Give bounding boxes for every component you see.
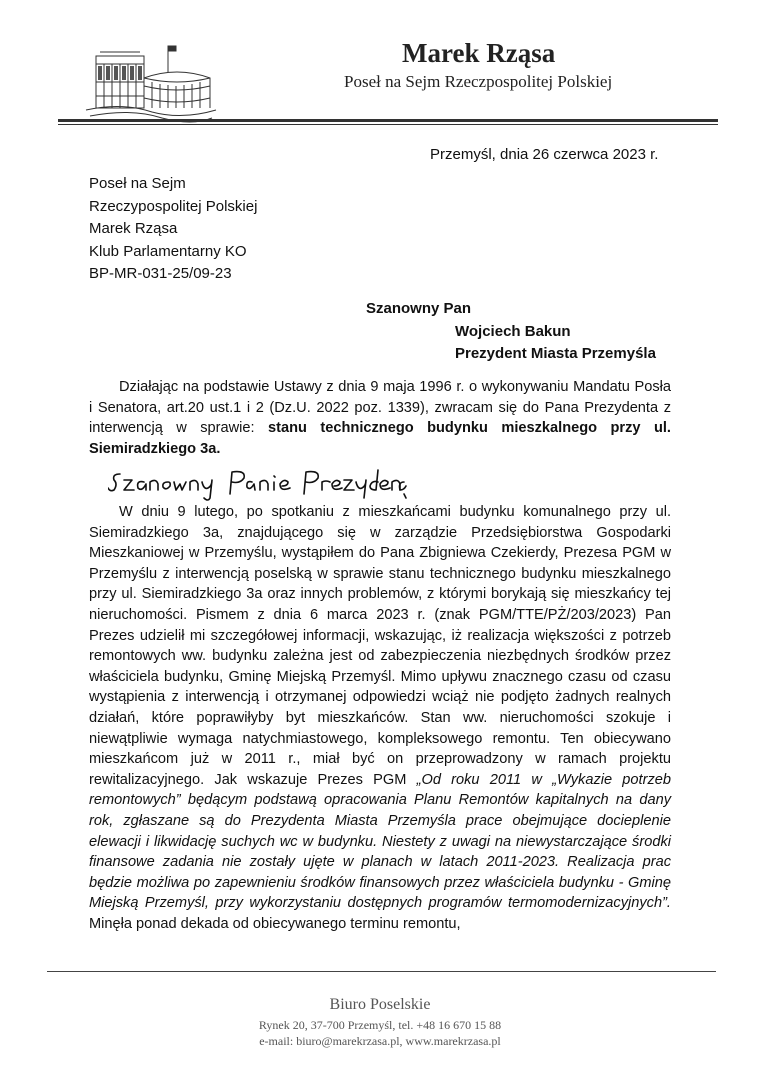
letterhead-name: Marek Rząsa: [402, 38, 556, 68]
sender-line: Marek Rząsa: [89, 220, 178, 238]
recipient-title: Prezydent Miasta Przemyśla: [455, 345, 656, 362]
subject-emphasis: stanu technicznego budynku mieszkalnego przy ul. Siemiradzkiego 3a.: [89, 420, 671, 457]
paragraph-text: W dniu 9 lutego, po spotkaniu z mieszkańcami budynku komunalnego przy ul. Siemiradzkiego 3a, znajdującego się w zarządzie Przedsiębiorstwa Gospodarki Mieszkaniowej w Przemyślu, wystąpiłem do Pana Zbigniewa Czekierdy, Prezesa PGM w Przemyślu z interwencją poselską w sprawie stanu technicznego budynku mieszkalnego przy ul. Siemiradzkiego 3a oraz innych problemów, z którymi borykają się mieszkańcy tej nieruchomości. Pismem z dnia 6 marca 2023 r. (znak PGM/TTE/PŻ/203/2023) Pan Prezes udzielił mi szczegółowej informacji, wskazując, iż realizacja większości z potrzeb remontowych ww. budynku zależna jest od zabezpieczenia niezbędnych środków przez właściciela budynku, Gminę Miejską Przemyśl. Mimo upływu znacznego czasu od czasu wystąpienia z interwencją i otrzymanej odpowiedzi wciąż nie podjęto żadnych realnych działań, które poprawiłyby byt mieszkańców. Stan ww. nieruchomości szokuje i niewątpliwie wymaga natychmiastowego, kompleksowego remontu. Ten obiecywano mieszkańcom już w 2011 r., miał być on przeprowadzony w ramach projektu rewitalizacyjnego. Jak wskazuje Prezes PGM: [89, 504, 671, 788]
handwritten-greeting: [108, 466, 408, 502]
footer-address: Rynek 20, 37-700 Przemyśl, tel. +48 16 670 15 88: [258, 1018, 502, 1032]
recipient-name: Wojciech Bakun: [455, 323, 571, 340]
sejm-building-logo: [82, 38, 220, 128]
letterhead-rule: [58, 119, 718, 122]
recipient-salutation: Szanowny Pan: [366, 300, 472, 317]
footer-title: Biuro Poselskie: [329, 996, 431, 1013]
body-paragraph-2: [89, 502, 671, 934]
sender-block: [89, 173, 257, 286]
footer-rule: [47, 971, 716, 972]
letterhead-rule-thin: [58, 124, 718, 125]
footer-contact: e-mail: biuro@marekrzasa.pl, www.marekrzasa.pl: [259, 1034, 501, 1048]
paragraph-continuation: Minęła ponad dekada od obiecywanego terminu remontu,: [89, 915, 461, 932]
sender-line: Klub Parlamentarny KO: [89, 242, 247, 260]
quoted-text: „Od roku 2011 w „Wykazie potrzeb remontowych” będącym podstawą opracowania Planu Remontów kapitalnych na dany rok, zgłaszane są do Prezydenta Miasta Przemyśla prace obejmujące docieplenie elewacji i likwidację suchych wc w budynku. Niestety z uwagi na niewystarczające środki finansowe zadania nie zostały ujęte w planach w latach 2011-2023. Realizacja prac będzie możliwa po zapewnieniu środków finansowych przez właściciela budynku - Gminę Miejską Przemyśl, przy wykorzystaniu dostępnych programów termomodernizacyjnych”.: [89, 771, 671, 912]
sender-line: Poseł na Sejm: [89, 175, 186, 192]
letterhead-subtitle: Poseł na Sejm Rzeczpospolitej Polskiej: [344, 72, 613, 91]
date-line: Przemyśl, dnia 26 czerwca 2023 r.: [430, 146, 659, 163]
body-paragraph-1: [89, 377, 671, 459]
paragraph-text: Działając na podstawie Ustawy z dnia 9 maja 1996 r. o wykonywaniu Mandatu Posła i Senatora, art.20 ust.1 i 2 (Dz.U. 2022 poz. 1339), zwracam się do Pana Prezydenta z interwencją w sprawie:: [89, 379, 671, 437]
reference-number: BP-MR-031-25/09-23: [89, 265, 232, 283]
sender-line: Rzeczypospolitej Polskiej: [89, 197, 258, 215]
